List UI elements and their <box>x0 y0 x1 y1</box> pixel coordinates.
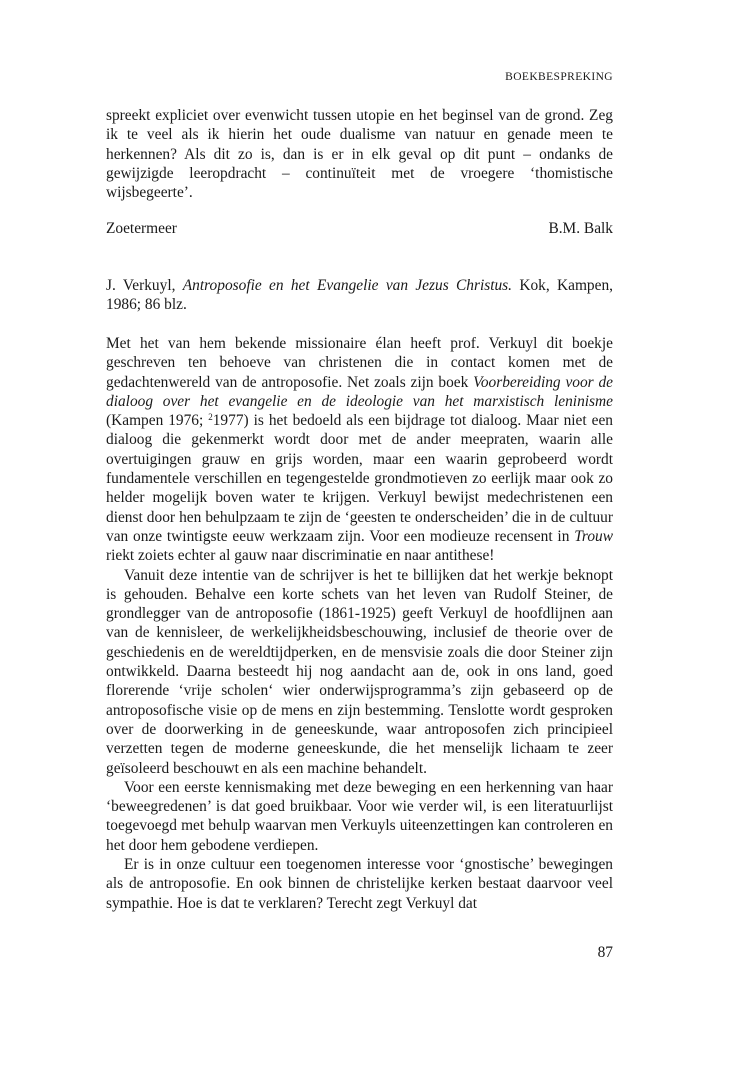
edition-superscript: 2 <box>208 412 213 423</box>
first-review-closing <box>106 106 613 202</box>
cited-book-title: Voorbereiding voor de dialoog over het evangelie en de ideologie van het marxistisch leninisme <box>106 373 613 410</box>
review-paragraph-1 <box>106 334 613 566</box>
book-author: J. Verkuyl, <box>106 277 183 294</box>
p1-text-d: riekt zoiets echter al gauw naar discriminatie en naar antithese! <box>106 547 495 565</box>
signature-place: Zoetermeer <box>106 220 177 237</box>
book-reference <box>106 276 613 315</box>
review-paragraph-2: Vanuit deze intentie van de schrijver is het te billijken dat het werkje beknopt is gehouden. Behalve een korte schets van het leven van Rudolf Steiner, de grondlegger van de antroposofie (1861-1925) geeft Verkuyl de hoofdlijnen aan van de kennisleer, de werkelijkheidsbeschouwing, inclusief de theorie over de geschiedenis en de wereldtijdperken, en de mensvisie zoals die door Steiner zijn ontwikkeld. Daarna besteedt hij nog aandacht aan de, ook in ons land, goed florerende ‘vrije scholen‘ wier onderwijsprogramma’s zijn gebaseerd op de antroposofische visie op de mens en zijn bestemming. Tenslotte wordt gesproken over de doorwerking in de geneeskunde, waar antroposofen zich principieel verzetten tegen de moderne geneeskunde, die het menselijk lichaam te zeer geïsoleerd beschouwt en als een machine behandelt. <box>106 566 613 777</box>
review-paragraph-3: Voor een eerste kennismaking met deze beweging en een herkenning van haar ‘beweegredenen’ is dat goed bruikbaar. Voor wie verder wil, is een literatuurlijst toegevoegd met behulp waarvan men Verkuyls uiteenzettingen kan controleren en het door hem gebodene verdiepen. <box>106 778 613 854</box>
signature-reviewer: B.M. Balk <box>548 220 613 237</box>
review-signature <box>106 219 613 238</box>
book-review-page <box>106 0 613 1068</box>
p1-text-b: (Kampen 1976; <box>106 412 209 430</box>
page-number: 87 <box>597 944 613 961</box>
p1-text-c: 1977) is het bedoeld als een bijdrage tot dialoog. Maar niet een dialoog die gekenmerkt wordt door met de ander meepraten, waarin alle overtuigingen grauw en grijs worden, maar een waarin geprobeerd wordt fundamentele verschillen en tegengestelde grondmotieven zo eerlijk maar ook zo helder mogelijk boven water te krijgen. Verkuyl bewijst medechristenen een dienst door hen behulpzaam te zijn de ‘geesten te onderscheiden’ die in de cultuur van onze twintigste eeuw werkzaam zijn. Voor een modieuze recensent in <box>106 412 613 545</box>
review-body <box>106 334 613 913</box>
review-paragraph-4: Er is in onze cultuur een toegenomen interesse voor ‘gnostische’ bewegingen als de antroposofie. En ook binnen de christelijke kerken bestaat daarvoor veel sympathie. Hoe is dat te verklaren? Terecht zegt Verkuyl dat <box>106 856 613 912</box>
running-head: BOEKBESPREKING <box>505 71 613 83</box>
newspaper-name: Trouw <box>574 527 613 545</box>
book-publication: Kok, Kampen, 1986; 86 blz. <box>106 277 613 314</box>
p1-text-a: Met het van hem bekende missionaire élan heeft prof. Verkuyl dit boekje geschreven ten behoeve van christenen die in contact komen met de gedachtenwereld van de antroposofie. Net zoals zijn boek <box>106 335 613 391</box>
closing-paragraph: spreekt expliciet over evenwicht tussen utopie en het beginsel van de grond. Zeg ik te veel als ik hierin het oude dualisme van natuur en genade meen te herkennen? Als dit zo is, dan is er in elk geval op dit punt – ondanks de gewijzigde leeropdracht – continuïteit met de vroegere ‘thomistische wijsbegeerte’. <box>106 107 613 202</box>
book-title: Antroposofie en het Evangelie van Jezus Christus. <box>182 277 513 294</box>
